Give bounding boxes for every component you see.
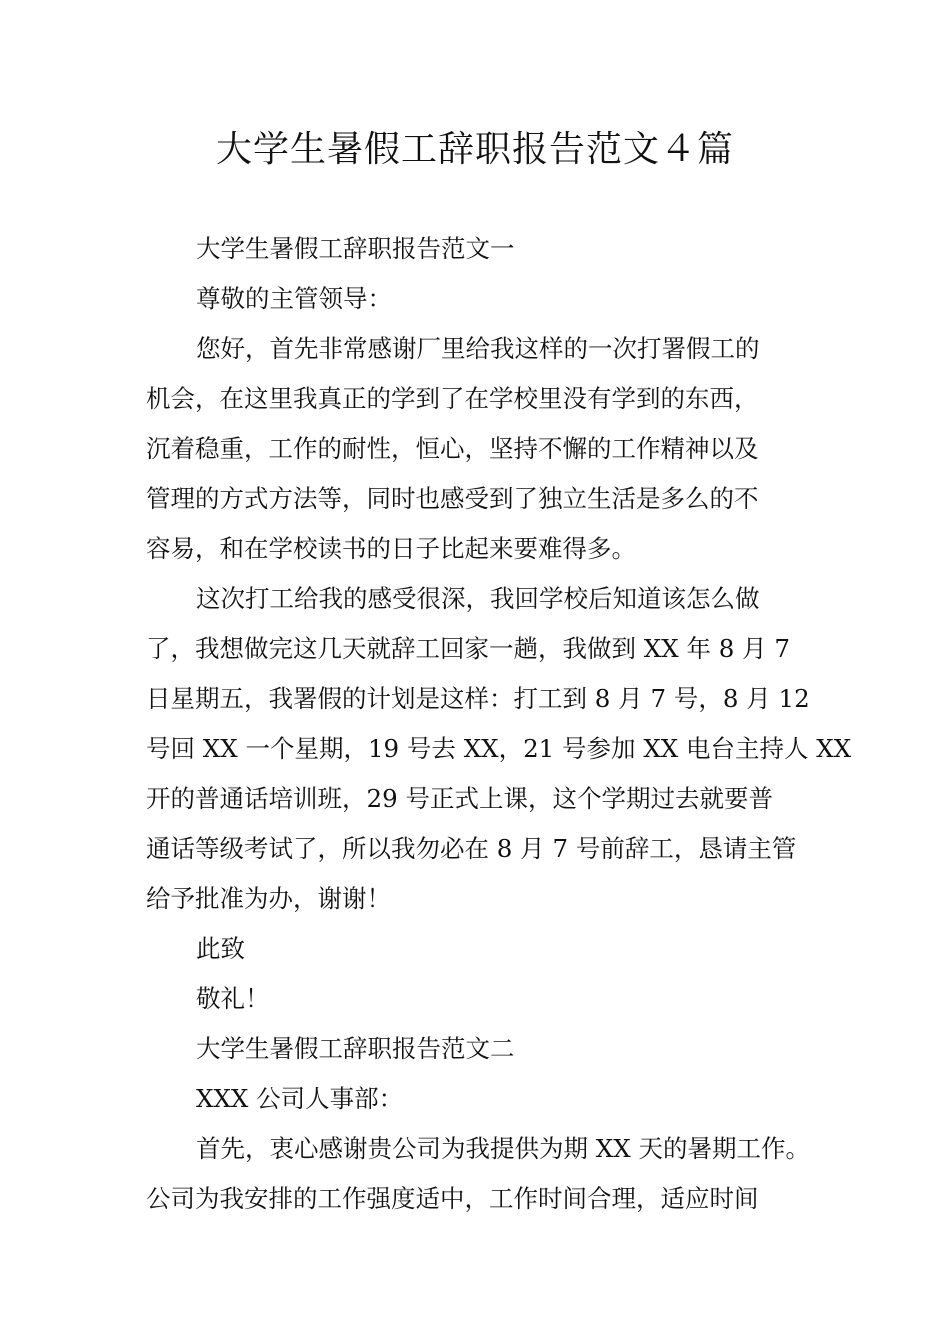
paragraph-line: 通话等级考试了，所以我勿必在 8 月 7 号前辞工，恳请主管 bbox=[146, 834, 797, 863]
document-body bbox=[146, 224, 852, 1224]
section-heading-1: 大学生暑假工辞职报告范文一 bbox=[196, 234, 515, 263]
salutation-1: 尊敬的主管领导： bbox=[196, 284, 392, 313]
paragraph-line: 容易，和在学校读书的日子比起来要难得多。 bbox=[146, 534, 636, 563]
paragraph-line: 开的普通话培训班，29 号正式上课，这个学期过去就要普 bbox=[146, 784, 773, 813]
section-heading-2: 大学生暑假工辞职报告范文二 bbox=[196, 1034, 515, 1063]
paragraph-line: 沉着稳重，工作的耐性，恒心，坚持不懈的工作精神以及 bbox=[146, 434, 759, 463]
closing-line: 此致 bbox=[196, 934, 245, 963]
paragraph-line: 您好，首先非常感谢厂里给我这样的一次打署假工的 bbox=[196, 334, 760, 363]
paragraph-line: 首先，衷心感谢贵公司为我提供为期 XX 天的暑期工作。 bbox=[196, 1134, 810, 1163]
salutation-2: XXX 公司人事部： bbox=[196, 1084, 404, 1113]
paragraph-line: 公司为我安排的工作强度适中，工作时间合理，适应时间 bbox=[146, 1184, 759, 1213]
closing-line: 敬礼！ bbox=[196, 984, 270, 1013]
paragraph-line: 机会，在这里我真正的学到了在学校里没有学到的东西， bbox=[146, 384, 759, 413]
document-title: 大学生暑假工辞职报告范文４篇 bbox=[215, 129, 734, 170]
paragraph-line: 管理的方式方法等，同时也感受到了独立生活是多么的不 bbox=[146, 484, 759, 513]
paragraph-line: 这次打工给我的感受很深，我回学校后知道该怎么做 bbox=[196, 584, 760, 613]
paragraph-line: 号回 XX 一个星期，19 号去 XX，21 号参加 XX 电台主持人 XX bbox=[146, 734, 852, 763]
paragraph-line: 给予批准为办，谢谢！ bbox=[146, 884, 391, 913]
paragraph-line: 日星期五，我署假的计划是这样：打工到 8 月 7 号，8 月 12 bbox=[146, 684, 810, 713]
paragraph-line: 了，我想做完这几天就辞工回家一趟，我做到 XX 年 8 月 7 bbox=[146, 634, 790, 663]
